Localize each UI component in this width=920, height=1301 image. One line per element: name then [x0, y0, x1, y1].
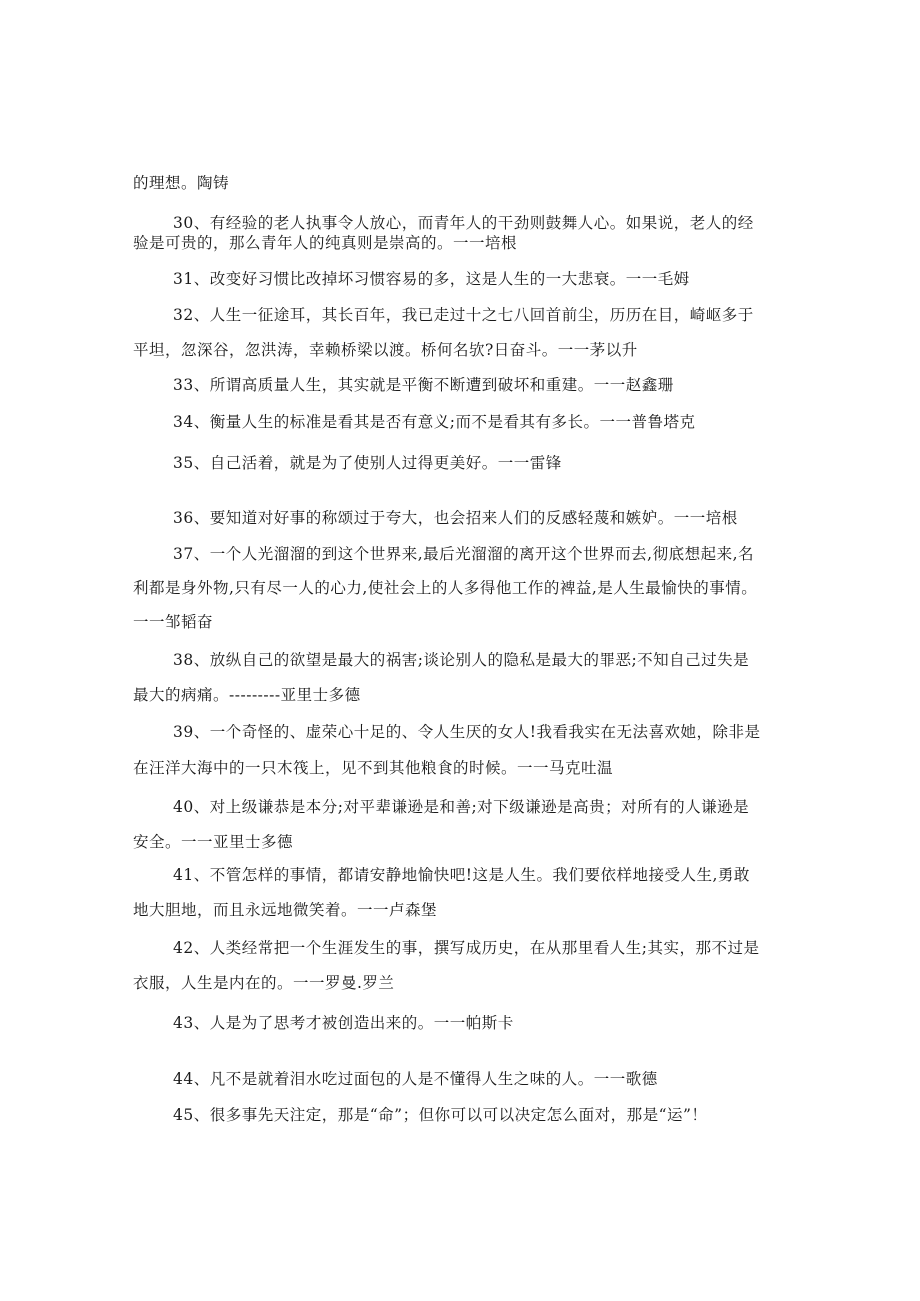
text-line: 地大胆地，而且永远地微笑着。一一卢森堡	[133, 901, 438, 919]
text-line: 41、不管怎样的事情，都请安静地愉快吧!这是人生。我们要依样地接受人生,勇敢	[173, 866, 750, 884]
text-line: 的理想。陶铸	[133, 174, 230, 192]
text-line: 42、人类经常把一个生涯发生的事，撰写成历史，在从那里看人生;其实，那不过是	[173, 939, 760, 957]
text-line: 45、很多事先天注定，那是“命”；但你可以可以决定怎么面对，那是“运”！	[173, 1106, 708, 1124]
text-line: 最大的病痛。---------亚里士多德	[133, 686, 361, 704]
text-line: 35、自己活着，就是为了使别人过得更美好。一一雷锋	[173, 454, 562, 472]
text-line: 一一邹韬奋	[133, 613, 214, 631]
text-line: 34、衡量人生的标准是看其是否有意义;而不是看其有多长。一一普鲁塔克	[173, 413, 696, 431]
text-line: 30、有经验的老人执事令人放心，而青年人的干劲则鼓舞人心。如果说，老人的经	[173, 214, 754, 232]
text-line: 40、对上级谦恭是本分;对平辈谦逊是和善;对下级谦逊是高贵；对所有的人谦逊是	[173, 798, 750, 816]
text-line: 利都是身外物,只有尽一人的心力,使社会上的人多得他工作的裨益,是人生最愉快的事情。	[133, 579, 758, 597]
text-line: 验是可贵的，那么青年人的纯真则是崇高的。一一培根	[133, 234, 518, 252]
text-line: 38、放纵自己的欲望是最大的祸害;谈论别人的隐私是最大的罪恶;不知自己过失是	[173, 651, 750, 669]
text-line: 44、凡不是就着泪水吃过面包的人是不懂得人生之味的人。一一歌德	[173, 1070, 658, 1088]
text-line: 36、要知道对好事的称颂过于夸大，也会招来人们的反感轻蔑和嫉妒。一一培根	[173, 509, 738, 527]
text-line: 衣服，人生是内在的。一一罗曼.罗兰	[133, 974, 395, 992]
text-line: 安全。一一亚里士多德	[133, 833, 294, 851]
text-line: 31、改变好习惯比改掉坏习惯容易的多，这是人生的一大悲衰。一一毛姆	[173, 270, 690, 288]
text-line: 43、人是为了思考才被创造出来的。一一帕斯卡	[173, 1014, 514, 1032]
text-line: 33、所谓高质量人生，其实就是平衡不断遭到破坏和重建。一一赵鑫珊	[173, 376, 674, 394]
text-line: 37、一个人光溜溜的到这个世界来,最后光溜溜的离开这个世界而去,彻底想起来,名	[173, 545, 755, 563]
text-line: 平坦，忽深谷，忽洪涛，幸赖桥梁以渡。桥何名欤?日奋斗。一一茅以升	[133, 341, 638, 359]
text-line: 32、人生一征途耳，其长百年，我已走过十之七八回首前尘，历历在目，崎岖多于	[173, 306, 754, 324]
text-line: 39、一个奇怪的、虚荣心十足的、令人生厌的女人!我看我实在无法喜欢她，除非是	[173, 723, 761, 741]
text-line: 在汪洋大海中的一只木筏上，见不到其他粮食的时候。一一马克吐温	[133, 759, 614, 777]
